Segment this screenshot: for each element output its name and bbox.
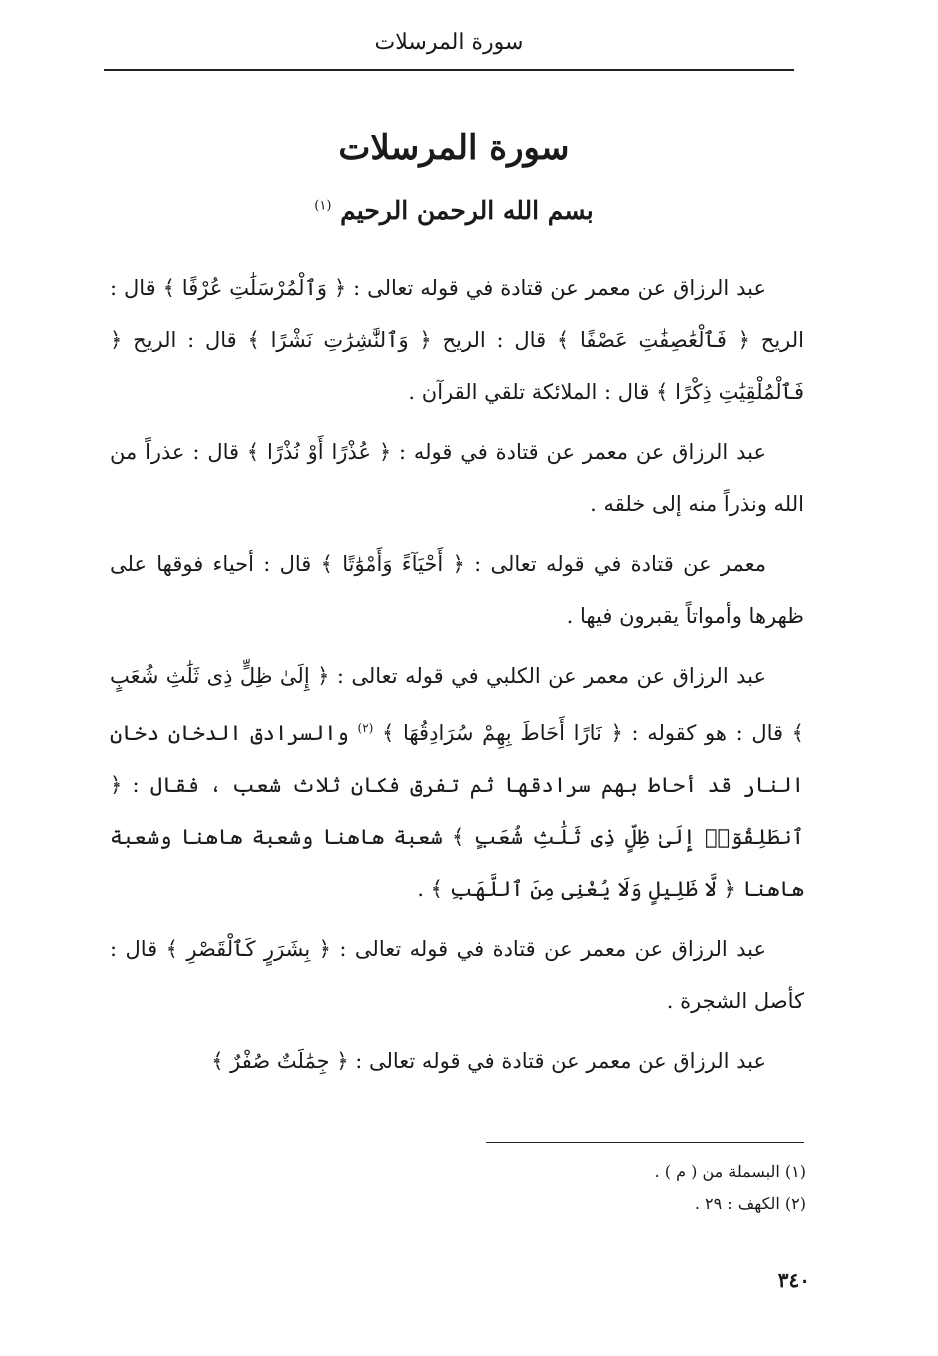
paragraph-4-text-after: والسرادق الدخان دخان النار قد أحاط بهم سرادقها ثم تفرق فكان ثلاث شعب ، فقال : ﴿ ٱنطَلِقُوٓا۟ إِلَىٰ ظِلٍّ ذِى ثَلَٰثِ شُعَبٍ ﴾ شعبة هاهنا وشعبة هاهنا وشعبة هاهنا ﴿ لَّا ظَلِيلٍ وَلَا يُغْنِى مِنَ ٱللَّهَبِ ﴾ . (110, 721, 804, 901)
basmala-line (104, 196, 804, 225)
surah-title: سورة المرسلات (338, 128, 570, 168)
commentary-paragraph-1: عبد الرزاق عن معمر عن قتادة في قوله تعالى : ﴿ وَٱلْمُرْسَلَٰتِ عُرْفًا ﴾ قال : الريح ﴿ فَٱلْعَٰصِفَٰتِ عَصْفًا ﴾ قال : الريح ﴿ وَٱلنَّٰشِرَٰتِ نَشْرًا ﴾ قال : الريح ﴿ فَٱلْمُلْقِيَٰتِ ذِكْرًا ﴾ قال : الملائكة تلقي القرآن . (110, 276, 804, 404)
paragraph-4-text-before: عبد الرزاق عن معمر عن الكلبي في قوله تعالى : ﴿ إِلَىٰ ظِلٍّ ذِى ثَلَٰثِ شُعَبٍ ﴾ قال : هو كقوله : ﴿ نَارًا أَحَاطَ بِهِمْ سُرَادِقُهَا ﴾ (110, 664, 804, 745)
page-number: ٣٤٠ (777, 1268, 810, 1292)
commentary-paragraph-3: معمر عن قتادة في قوله تعالى : ﴿ أَحْيَآءً وَأَمْوَٰتًا ﴾ قال : أحياء فوقها على ظهرها وأمواتاً يقبرون فيها . (110, 552, 804, 628)
footnote-2: (٢) الكهف : ٢٩ . (694, 1194, 806, 1213)
commentary-paragraph-5: عبد الرزاق عن معمر عن قتادة في قوله تعالى : ﴿ بِشَرَرٍ كَٱلْقَصْرِ ﴾ قال : كأصل الشجرة . (110, 937, 804, 1013)
footnote-divider (486, 1142, 804, 1143)
footnotes (110, 1156, 806, 1220)
footnote-ref-2: (٢) (357, 721, 374, 735)
basmala-text: بسم الله الرحمن الرحيم (340, 196, 594, 225)
commentary-paragraph-6: عبد الرزاق عن معمر عن قتادة في قوله تعالى : ﴿ جِمَٰلَتٌ صُفْرٌ ﴾ (211, 1049, 766, 1073)
commentary-paragraph-4 (110, 650, 804, 915)
running-header: سورة المرسلات (374, 30, 524, 55)
commentary-body (110, 262, 804, 1095)
footnote-1: (١) البسملة من ( م ) . (654, 1162, 806, 1181)
commentary-paragraph-2: عبد الرزاق عن معمر عن قتادة في قوله : ﴿ عُذْرًا أَوْ نُذْرًا ﴾ قال : عذراً من الله ونذراً منه إلى خلقه . (110, 440, 804, 516)
header-divider (104, 69, 794, 71)
basmala-footnote-ref: (١) (314, 198, 332, 214)
